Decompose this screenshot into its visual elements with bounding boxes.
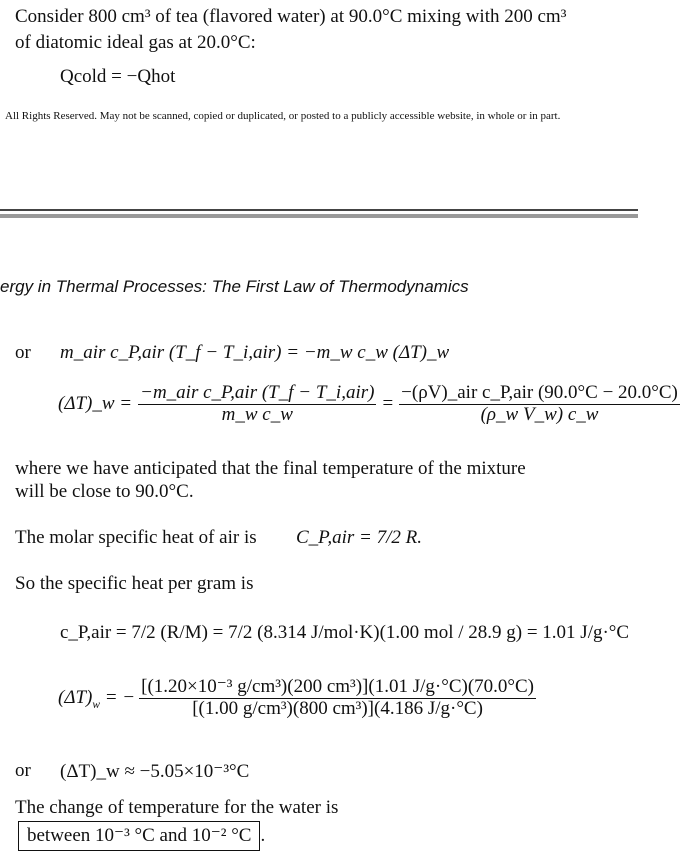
equation-delta-t [58,383,680,426]
calc-numerator: [(1.20×10⁻³ g/cm³)(200 cm³)](1.01 J/g·°C)(70.0°C) [141,676,534,697]
answer-period: . [260,825,266,846]
q-balance-text: Qcold = −Qhot [60,66,176,87]
or-label-1: or [15,342,31,363]
intro-line-1 [15,6,566,28]
fraction-1-denominator: m_w c_w [221,403,293,425]
equation-q-balance [60,66,175,88]
equals-sign: = [382,393,394,415]
calc-denominator: [(1.00 g/cm³)(800 cm³)](4.186 J/g·°C) [192,697,483,719]
molar-heat-equation: C_P,air = 7/2 R. [296,527,422,548]
intro-line-1-text: Consider 800 cm³ of tea (flavored water) at 90.0°C mixing with 200 cm³ [15,6,567,27]
equation-cp-air: c_P,air = 7/2 (R/M) = 7/2 (8.314 J/mol·K)(1.00 mol / 28.9 g) = 1.01 J/g·°C [60,622,630,643]
calc-fraction [139,677,536,720]
or-label-2: or [15,760,31,781]
chapter-header: ergy in Thermal Processes: The First Law of Thermodynamics [0,277,469,296]
equation-delta-t-calc [58,677,536,720]
anticipation-line-2: will be close to 90.0°C. [15,481,194,502]
equation-result: (ΔT)_w ≈ −5.05×10⁻³°C [60,761,250,782]
delta-t-lhs: (ΔT)_w = [58,393,133,415]
fraction-1 [138,383,376,426]
anticipation-line-1: where we have anticipated that the final temperature of the mixture [15,458,526,479]
delta-t-calc-lhs: $(\Delta T)_w$ = − [58,687,136,712]
fraction-2 [399,383,680,426]
intro-line-2: of diatomic ideal gas at 20.0°C: [15,32,256,53]
page-divider-bottom [0,214,638,218]
fraction-2-numerator: −(ρV)_air c_P,air (90.0°C − 20.0°C) [401,382,678,403]
specific-heat-text: So the specific heat per gram is [15,573,254,594]
page-divider-top [0,209,638,211]
fraction-1-numerator: −m_air c_P,air (T_f − T_i,air) [140,382,375,403]
change-statement: The change of temperature for the water is [15,797,339,818]
copyright-notice: All Rights Reserved. May not be scanned, copied or duplicated, or posted to a publicly accessible website, in whole or in part. [5,110,561,122]
molar-heat-text: The molar specific heat of air is [15,527,257,548]
fraction-2-denominator: (ρ_w V_w) c_w [480,403,599,425]
equation-energy-balance: m_air c_P,air (T_f − T_i,air) = −m_w c_w (ΔT)_w [60,342,450,363]
answer-box: between 10⁻³ °C and 10⁻² °C [18,821,260,851]
answer-row [18,824,265,847]
